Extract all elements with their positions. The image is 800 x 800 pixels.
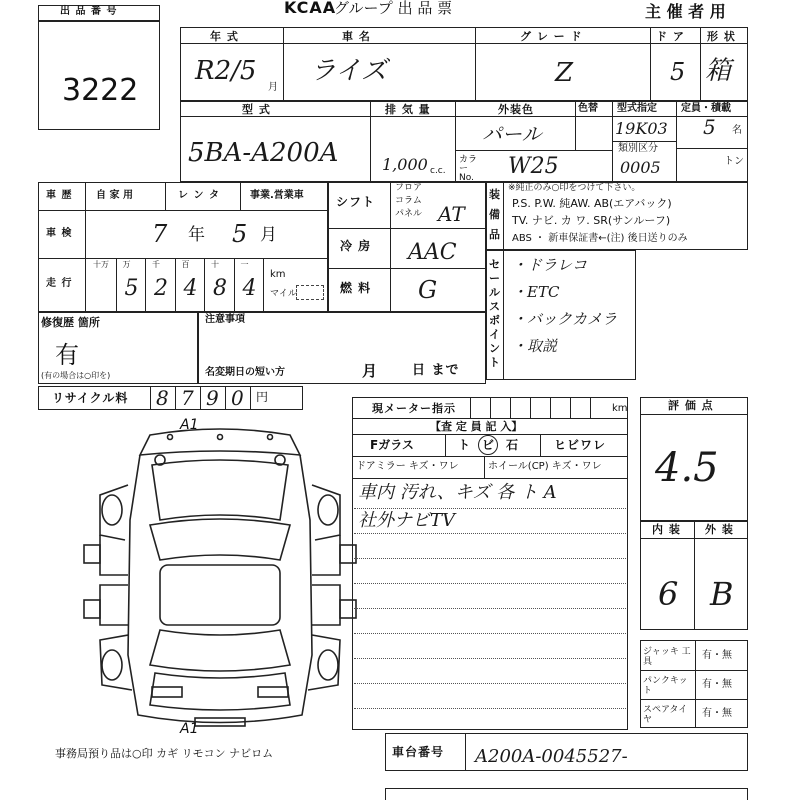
- rule: [165, 182, 166, 210]
- grade-value: Z: [555, 58, 574, 88]
- dotted-line: [354, 558, 626, 559]
- rule: [695, 640, 696, 728]
- exterior-label: 外 装: [705, 523, 734, 536]
- rule: [484, 456, 485, 478]
- lot-box: [38, 5, 160, 130]
- sales-side-label: セ ー ル ス ポ イ ン ト: [489, 258, 501, 369]
- model-label: 型 式: [242, 103, 271, 116]
- equipment-row3: ABS ・ 新車保証書←(注) 後日送りのみ: [512, 233, 688, 244]
- mileage-label: 走 行: [46, 278, 73, 289]
- class-label: 類別区分: [618, 143, 658, 154]
- equipment-side-label: 装 備 品: [489, 188, 501, 241]
- rule: [640, 670, 748, 671]
- recycle-digit: 0: [231, 386, 244, 410]
- rule: [38, 258, 328, 259]
- header-title: グループ 出 品 票: [334, 0, 453, 17]
- meter-label: 現メーター指示: [372, 402, 456, 415]
- equipment-row2: TV. ナビ. カ ワ. SR(サンルーフ): [512, 214, 671, 227]
- model-value: 5BA-A200A: [188, 138, 339, 168]
- wheel-label: ホイール(CP) キズ・ワレ: [488, 461, 602, 472]
- sales-point: ・ETC: [512, 283, 560, 301]
- ac-value: AAC: [408, 240, 457, 265]
- recycle-label: リサイクル料: [52, 391, 129, 405]
- cc-label: c.c.: [430, 166, 446, 176]
- rule: [150, 386, 151, 410]
- rule: [640, 699, 748, 700]
- mileage-digit-label: 十: [211, 260, 219, 269]
- chassis-label: 車台番号: [392, 745, 445, 759]
- fglass-label: Fガラス: [370, 438, 414, 452]
- repair-note: (有の場合は○印を): [41, 371, 111, 380]
- mileage-digit-label: 万: [122, 260, 131, 269]
- lot-divider: [38, 20, 160, 22]
- rule: [328, 228, 486, 229]
- rule: [175, 258, 176, 312]
- tool-label: パンクキット: [643, 676, 688, 696]
- lot-number: 3222: [62, 73, 139, 108]
- dotted-line: [354, 508, 626, 509]
- dotted-line: [354, 608, 626, 609]
- rule: [445, 434, 446, 456]
- tool-label: スペアタイヤ: [643, 705, 688, 725]
- class-value: 0005: [620, 158, 661, 177]
- inspection-year-value: 7: [152, 220, 168, 248]
- mileage-digit: 4: [242, 276, 257, 301]
- rule: [250, 386, 251, 410]
- rule: [570, 397, 571, 418]
- rule: [694, 520, 695, 630]
- shift-panel: パネル: [395, 209, 423, 219]
- color-value: パール: [482, 122, 542, 146]
- ac-label: 冷 房: [340, 239, 372, 253]
- history-label: 車 歴: [46, 190, 73, 201]
- year-unit: 月: [268, 82, 278, 93]
- crack-label: ヒビワレ: [554, 438, 607, 452]
- rule: [640, 414, 748, 415]
- dotted-line: [354, 583, 626, 584]
- rule: [490, 397, 491, 418]
- rule: [612, 141, 676, 142]
- rule: [116, 258, 117, 312]
- fuel-value: G: [418, 276, 438, 304]
- shift-value: AT: [438, 202, 465, 226]
- color-label: 外装色: [498, 103, 534, 116]
- mileage-digit-label: 千: [152, 260, 160, 269]
- body-label: 形 状: [707, 30, 736, 43]
- rule: [240, 182, 241, 210]
- meter-km: km: [612, 403, 628, 414]
- recycle-digit: 9: [206, 386, 219, 410]
- recycle-unit: 円: [256, 390, 269, 404]
- car-diagram: [80, 425, 360, 740]
- mileage-digit: 2: [154, 276, 168, 301]
- capacity-value: 5: [703, 115, 716, 139]
- inspection-year-unit: 年: [188, 225, 205, 245]
- rule: [328, 268, 486, 269]
- rule: [590, 397, 591, 418]
- mileage-digit-label: 十万: [93, 260, 109, 269]
- front-mark: A1: [180, 417, 199, 433]
- repaint-label: 色替: [578, 103, 598, 114]
- repair-value: 有: [55, 341, 79, 369]
- mileage-digit-label: 一: [240, 260, 249, 269]
- rule: [676, 148, 748, 149]
- mile-unit: マイル: [270, 289, 297, 299]
- rule: [352, 478, 628, 479]
- rule: [225, 386, 226, 410]
- rule: [204, 258, 205, 312]
- exterior-value: B: [710, 575, 734, 613]
- lot-label: 出 品 番 号: [60, 6, 118, 17]
- recycle-digit: 7: [181, 386, 194, 410]
- rule: [455, 100, 456, 182]
- organizer-label: 主 催 者 用: [645, 2, 726, 21]
- repair-label: 修復歴 箇所: [41, 316, 100, 329]
- interior-label: 内 装: [652, 523, 681, 536]
- color-no-label: カラー No.: [459, 155, 478, 183]
- tool-value: 有・無: [702, 650, 732, 661]
- chip-label-bi: ビ: [482, 438, 496, 452]
- dotted-line: [354, 708, 626, 709]
- inspector-line-2: 社外ナビTV: [358, 510, 456, 531]
- door-label: ド ア: [656, 30, 685, 43]
- recycle-digit: 8: [156, 386, 169, 410]
- color-no-value: W25: [508, 154, 559, 179]
- rule: [85, 182, 86, 312]
- business-label: 事業.営業車: [250, 190, 304, 201]
- rule: [465, 733, 466, 771]
- rule: [180, 100, 748, 102]
- mileage-digit-label: 百: [181, 260, 190, 269]
- mileage-digit: 8: [213, 276, 227, 301]
- rule: [550, 397, 551, 418]
- rule: [470, 397, 471, 418]
- rule: [540, 434, 541, 456]
- chip-circle: [478, 435, 498, 455]
- inspector-line-1: 車内 汚れ、キズ 各 ト A: [358, 482, 557, 503]
- grade-label: グ レ ー ド: [520, 30, 583, 43]
- rule: [650, 27, 651, 100]
- sales-point: ・バックカメラ: [512, 310, 618, 328]
- notes-label: 注意事項: [205, 314, 245, 325]
- shift-label: シフト: [336, 195, 376, 209]
- displacement-value: 1,000: [382, 155, 428, 174]
- mileage-digit: 4: [183, 276, 198, 301]
- expiry-day: 日 まで: [412, 363, 460, 378]
- type-no-value: 19K03: [615, 119, 668, 138]
- tool-label: ジャッキ 工具: [643, 647, 691, 667]
- rule: [370, 100, 371, 182]
- brand-logo: KCAA: [284, 0, 337, 17]
- rule: [180, 43, 748, 44]
- year-label: 年 式: [210, 30, 239, 43]
- rule: [700, 27, 701, 100]
- tool-value: 有・無: [702, 708, 732, 719]
- interior-value: 6: [658, 575, 679, 613]
- score-label: 評 価 点: [668, 399, 714, 412]
- chassis-value: A200A-0045527-: [475, 746, 628, 767]
- equipment-note: ※純正のみ○印をつけて下さい。: [508, 183, 641, 193]
- inspection-month-unit: 月: [260, 225, 277, 245]
- inspection-month-value: 5: [232, 220, 248, 248]
- dotted-line: [354, 633, 626, 634]
- inspection-label: 車 検: [46, 228, 73, 239]
- rule: [575, 100, 576, 150]
- chip-label-t: ト: [458, 438, 472, 452]
- km-unit: km: [270, 269, 286, 280]
- rule: [263, 258, 264, 312]
- year-value: R2/5: [195, 56, 257, 86]
- rule: [175, 386, 176, 410]
- capacity-label: 定員・積載: [681, 103, 731, 114]
- shift-column: コラム: [395, 196, 422, 206]
- score-value: 4.5: [655, 445, 719, 491]
- rule: [475, 27, 476, 100]
- dotted-line: [354, 658, 626, 659]
- rule: [352, 456, 628, 457]
- tons-unit: トン: [724, 156, 744, 167]
- mirror-label: ドアミラー キズ・ワレ: [356, 461, 459, 472]
- sales-point: ・ドラレコ: [512, 256, 588, 274]
- rule: [234, 258, 235, 312]
- rule: [530, 397, 531, 418]
- dotted-line: [354, 683, 626, 684]
- car-name-value: ライズ: [310, 56, 387, 86]
- mile-box: [296, 285, 324, 300]
- rule: [180, 116, 748, 117]
- diagram-footer: 事務局預り品は○印 カギ リモコン ナビロム: [55, 747, 274, 760]
- type-no-label: 型式指定: [617, 103, 657, 114]
- fuel-label: 燃 料: [340, 281, 372, 295]
- rear-mark: A1: [180, 721, 199, 737]
- displacement-label: 排 気 量: [385, 103, 431, 116]
- rule: [352, 418, 628, 419]
- dotted-line: [354, 533, 626, 534]
- rule: [510, 397, 511, 418]
- private-label: 自 家 用: [96, 190, 133, 201]
- rule: [283, 27, 284, 100]
- expiry-label: 名変期日の短い方: [205, 367, 285, 378]
- rule: [390, 182, 391, 312]
- shift-floor: フロア: [395, 183, 423, 193]
- rental-label: レ ン タ: [178, 190, 220, 201]
- bottom-box: [385, 788, 748, 800]
- mileage-digit: 5: [124, 276, 139, 301]
- inspector-header: 【査 定 員 記 入】: [430, 420, 523, 433]
- rule: [455, 150, 612, 151]
- tool-value: 有・無: [702, 679, 732, 690]
- rule: [38, 210, 328, 211]
- rule: [145, 258, 146, 312]
- name-label: 車 名: [342, 30, 371, 43]
- persons-unit: 名: [732, 125, 742, 136]
- equipment-row1: P.S. P.W. 純AW. AB(エアバック): [512, 197, 672, 210]
- doors-value: 5: [670, 58, 686, 86]
- rule: [676, 100, 677, 182]
- sales-point: ・取説: [512, 337, 558, 355]
- expiry-month: 月: [362, 362, 379, 380]
- rule: [200, 386, 201, 410]
- chip-label-stone: 石: [506, 438, 520, 452]
- body-value: 箱: [705, 56, 732, 86]
